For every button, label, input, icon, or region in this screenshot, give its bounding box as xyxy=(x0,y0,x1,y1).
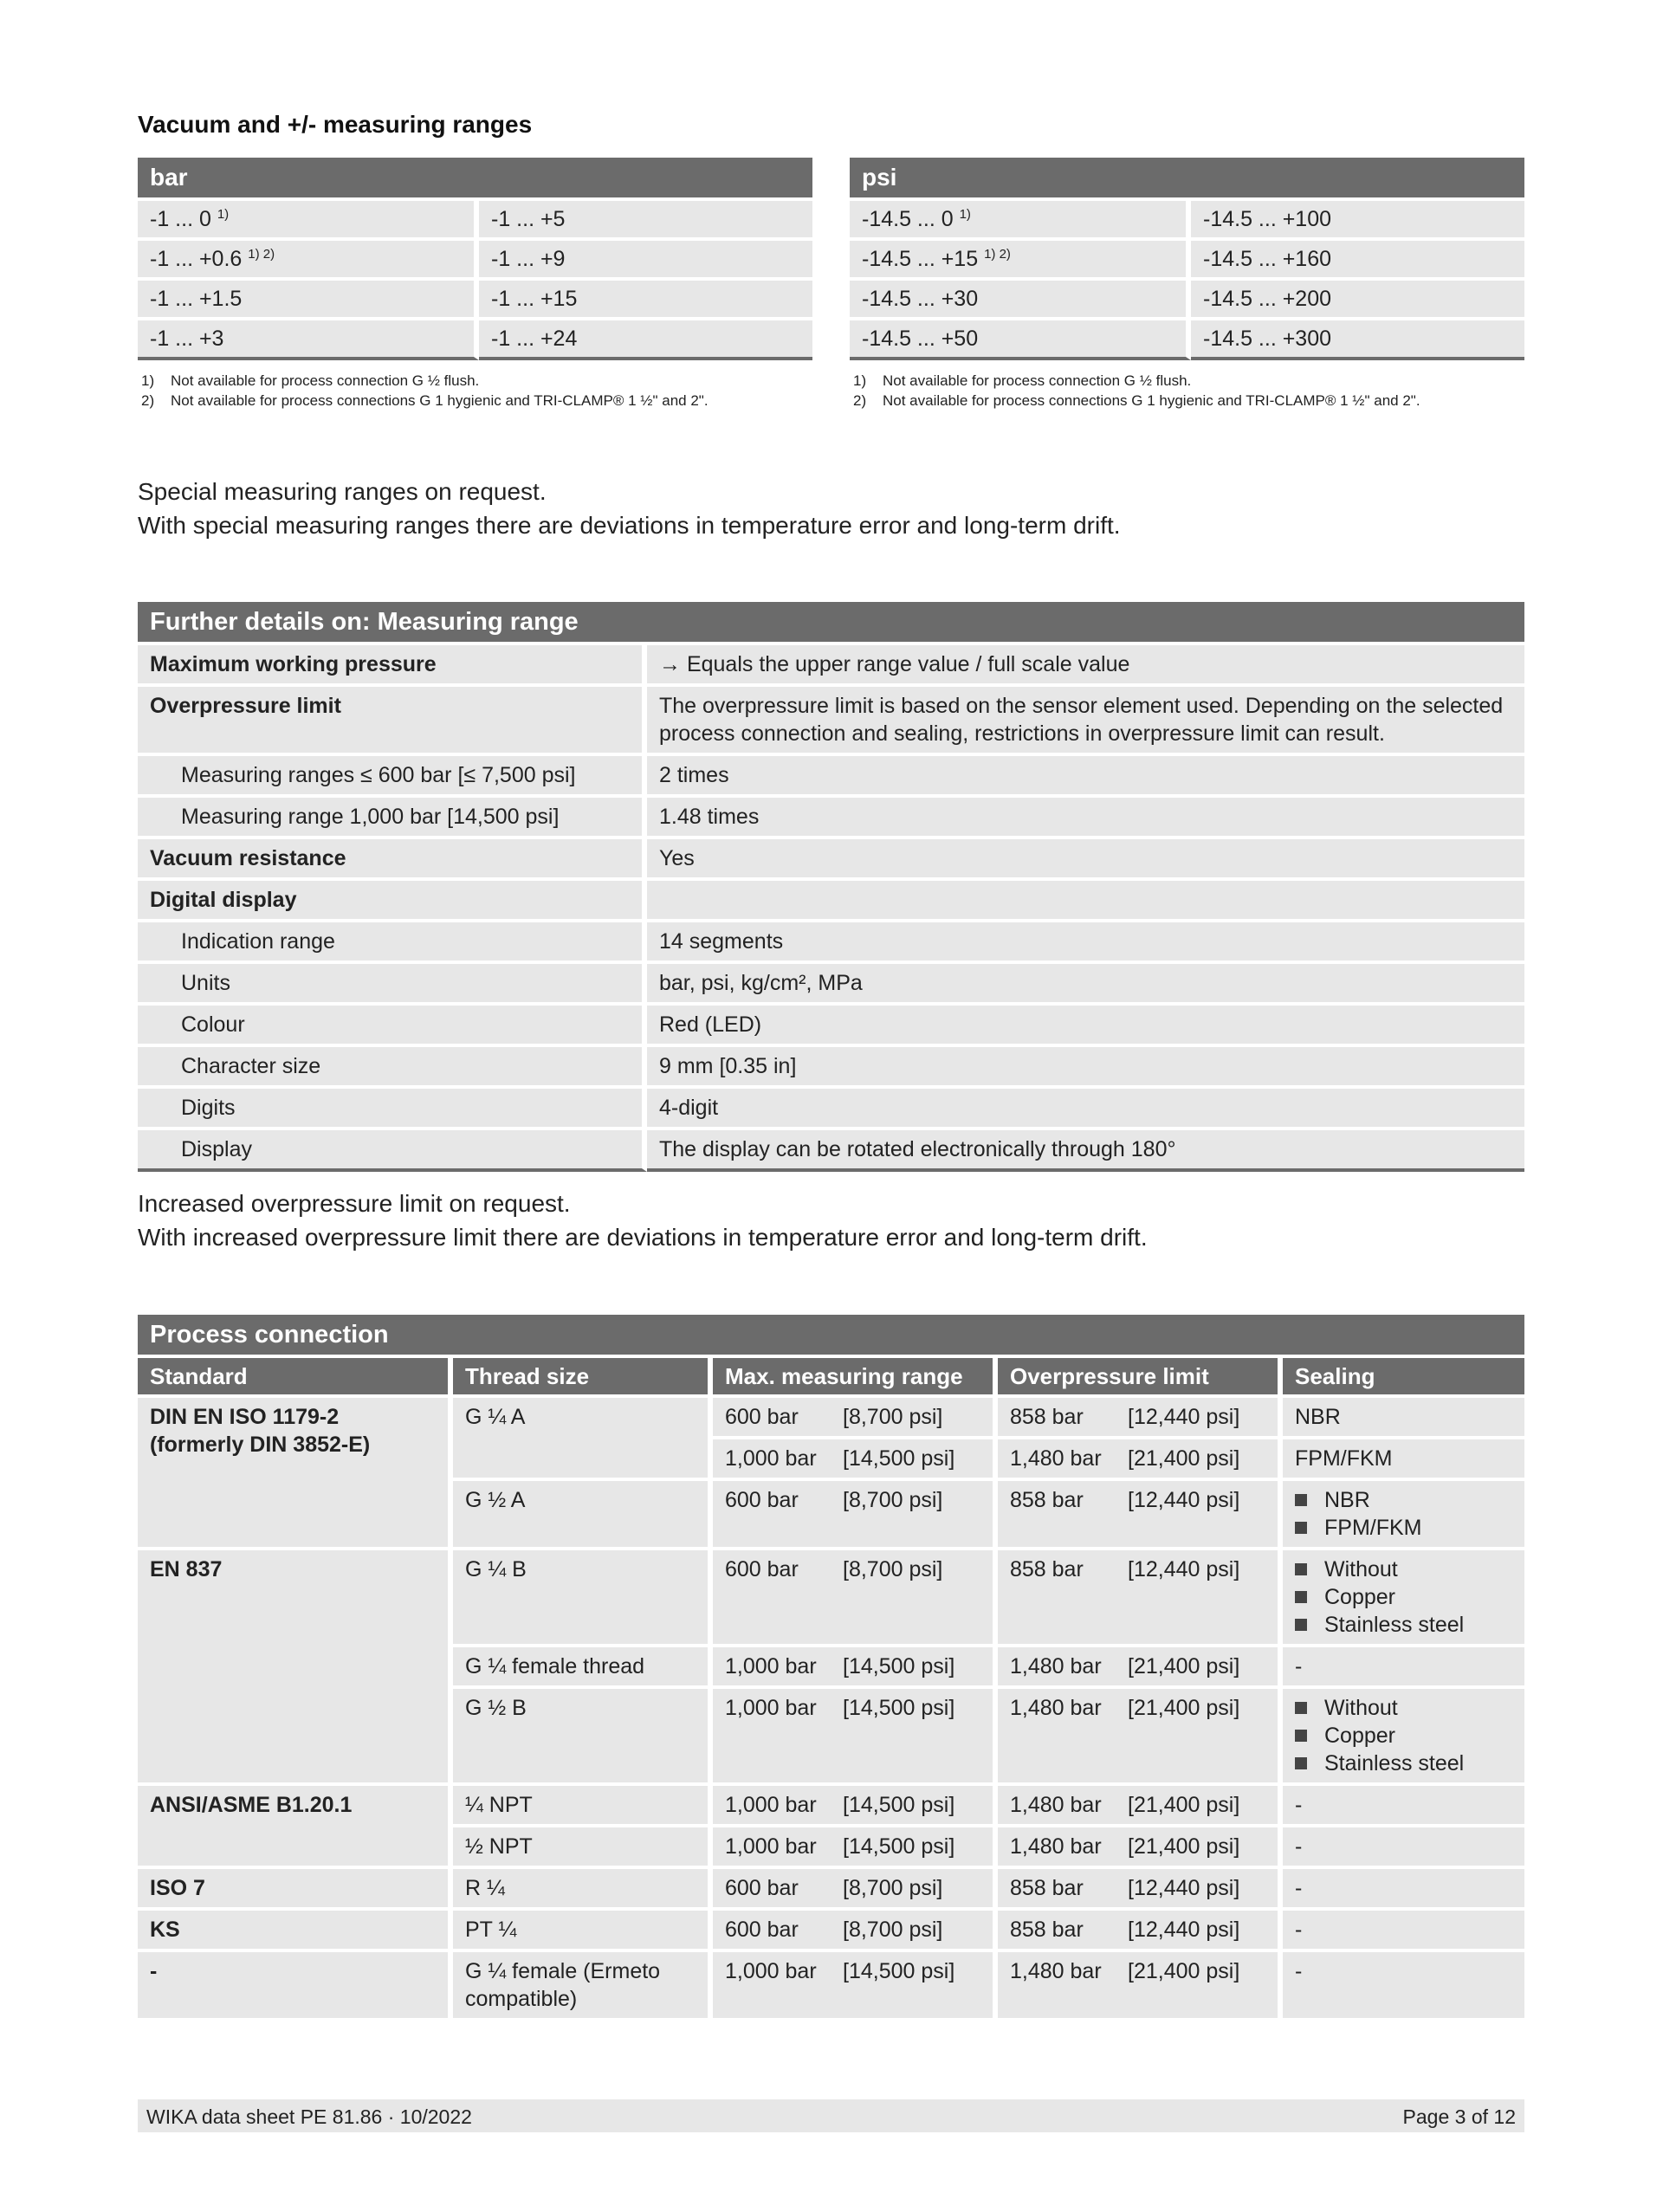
sealing-cell xyxy=(1283,1907,1524,1949)
details-value: 4-digit xyxy=(647,1085,1524,1127)
value-bar: 1,000 bar xyxy=(725,1793,817,1817)
standard-cell: ISO 7 xyxy=(138,1866,453,1907)
details-key: Indication range xyxy=(138,919,647,960)
value-psi: [14,500 psi] xyxy=(843,1959,955,1983)
sealing-item xyxy=(1295,1791,1512,1819)
psi-table-header: psi xyxy=(850,158,1524,197)
details-row xyxy=(138,877,1524,919)
sealing-cell xyxy=(1283,1685,1524,1782)
details-value: 9 mm [0.35 in] xyxy=(647,1044,1524,1085)
max-range-cell xyxy=(713,1478,998,1547)
column-header: Standard xyxy=(138,1355,453,1394)
range-row xyxy=(138,317,812,360)
max-range-cell xyxy=(713,1949,998,2018)
column-header: Thread size xyxy=(453,1355,713,1394)
details-key: Maximum working pressure xyxy=(138,642,647,683)
footnote-number: 1) xyxy=(853,372,867,389)
range-value: -1 ... +3 xyxy=(138,317,479,360)
page-footer xyxy=(138,2099,1524,2132)
details-row xyxy=(138,919,1524,960)
value-psi: [12,440 psi] xyxy=(1128,1405,1240,1429)
square-bullet-icon xyxy=(1295,1730,1307,1742)
overpressure-cell xyxy=(998,1436,1283,1478)
standard-cell: - xyxy=(138,1949,453,2018)
range-row xyxy=(850,317,1524,360)
sealing-item xyxy=(1295,1874,1512,1902)
square-bullet-icon xyxy=(1295,1757,1307,1769)
details-key: Vacuum resistance xyxy=(138,836,647,877)
thread-size-cell: G ¼ B xyxy=(453,1547,713,1644)
overpressure-cell xyxy=(998,1394,1283,1436)
sealing-item xyxy=(1295,1694,1512,1722)
thread-size-cell: R ¼ xyxy=(453,1866,713,1907)
max-range-cell xyxy=(713,1547,998,1644)
range-value: -14.5 ... +200 xyxy=(1191,277,1524,317)
details-row xyxy=(138,1044,1524,1085)
value-psi: [8,700 psi] xyxy=(843,1405,943,1429)
thread-size-cell: G ¼ A xyxy=(453,1394,713,1478)
value-psi: [21,400 psi] xyxy=(1128,1446,1240,1471)
overpressure-cell xyxy=(998,1824,1283,1866)
range-row xyxy=(850,277,1524,317)
value-bar: 1,000 bar xyxy=(725,1834,817,1859)
details-key: Units xyxy=(138,960,647,1002)
details-row xyxy=(138,642,1524,683)
sealing-text: - xyxy=(1295,1834,1303,1859)
max-range-cell xyxy=(713,1782,998,1824)
max-range-cell xyxy=(713,1436,998,1478)
sealing-item xyxy=(1295,1957,1512,1985)
sealing-text: FPM/FKM xyxy=(1295,1446,1393,1471)
square-bullet-icon xyxy=(1295,1702,1307,1714)
value-bar: 858 bar xyxy=(1010,1488,1084,1512)
value-psi: [8,700 psi] xyxy=(843,1876,943,1900)
max-range-cell xyxy=(713,1394,998,1436)
max-range-cell xyxy=(713,1907,998,1949)
details-value: 2 times xyxy=(647,753,1524,794)
sealing-text: - xyxy=(1295,1654,1303,1678)
footnote xyxy=(853,371,1420,391)
sealing-item xyxy=(1295,1583,1512,1611)
details-key: Overpressure limit xyxy=(138,683,647,753)
bar-range-table xyxy=(138,158,812,360)
sealing-text: Copper xyxy=(1324,1724,1395,1748)
max-range-cell xyxy=(713,1685,998,1782)
value-psi: [8,700 psi] xyxy=(843,1557,943,1581)
note-line: With increased overpressure limit there are deviations in temperature error and long-term drift. xyxy=(138,1224,1148,1251)
details-value: The overpressure limit is based on the sensor element used. Depending on the selected process connection and sealing, restrictions in overpressure limit can result. xyxy=(647,683,1524,753)
range-row xyxy=(138,197,812,237)
square-bullet-icon xyxy=(1295,1591,1307,1603)
sealing-item xyxy=(1295,1556,1512,1583)
details-row xyxy=(138,836,1524,877)
process-row xyxy=(138,1782,1524,1824)
value-bar: 600 bar xyxy=(725,1918,799,1942)
value-psi: [12,440 psi] xyxy=(1128,1918,1240,1942)
sealing-cell xyxy=(1283,1644,1524,1685)
footnote-text: Not available for process connection G ½ flush. xyxy=(883,372,1192,389)
overpressure-cell xyxy=(998,1644,1283,1685)
value-psi: [8,700 psi] xyxy=(843,1488,943,1512)
footnote-text: Not available for process connections G 1 hygienic and TRI-CLAMP® 1 ½" and 2". xyxy=(171,392,709,409)
bar-footnotes xyxy=(141,371,709,411)
range-value: -1 ... +5 xyxy=(479,197,812,237)
value-bar: 858 bar xyxy=(1010,1876,1084,1900)
sealing-text: NBR xyxy=(1295,1405,1341,1429)
overpressure-cell xyxy=(998,1547,1283,1644)
footnote-text: Not available for process connections G 1 hygienic and TRI-CLAMP® 1 ½" and 2". xyxy=(883,392,1420,409)
range-value: -14.5 ... +50 xyxy=(850,317,1191,360)
standard-cell: KS xyxy=(138,1907,453,1949)
details-value: Red (LED) xyxy=(647,1002,1524,1044)
square-bullet-icon xyxy=(1295,1563,1307,1575)
range-value: -14.5 ... +30 xyxy=(850,277,1191,317)
details-value: Yes xyxy=(647,836,1524,877)
sealing-item xyxy=(1295,1833,1512,1860)
range-value: -14.5 ... 0 $^{1)}$ xyxy=(850,197,1191,237)
details-key: Colour xyxy=(138,1002,647,1044)
process-row xyxy=(138,1866,1524,1907)
footnote-ref: 1) 2) xyxy=(984,246,1011,262)
range-row xyxy=(138,237,812,277)
value-bar: 600 bar xyxy=(725,1876,799,1900)
process-row xyxy=(138,1949,1524,2018)
details-key: Character size xyxy=(138,1044,647,1085)
value-psi: [21,400 psi] xyxy=(1128,1793,1240,1817)
footnote xyxy=(853,391,1420,411)
details-table-title: Further details on: Measuring range xyxy=(138,602,1524,642)
sealing-item xyxy=(1295,1916,1512,1944)
overpressure-cell xyxy=(998,1685,1283,1782)
thread-size-cell: G ¼ female thread xyxy=(453,1644,713,1685)
sealing-item xyxy=(1295,1653,1512,1680)
sealing-text: FPM/FKM xyxy=(1324,1516,1422,1540)
value-bar: 1,000 bar xyxy=(725,1696,817,1720)
sealing-item xyxy=(1295,1403,1512,1431)
value-psi: [14,500 psi] xyxy=(843,1446,955,1471)
overpressure-note xyxy=(138,1187,1148,1254)
value-bar: 600 bar xyxy=(725,1557,799,1581)
range-value: -1 ... +15 xyxy=(479,277,812,317)
max-range-cell xyxy=(713,1866,998,1907)
value-psi: [21,400 psi] xyxy=(1128,1654,1240,1678)
range-value: -1 ... +9 xyxy=(479,237,812,277)
sealing-item xyxy=(1295,1445,1512,1472)
details-key: Digits xyxy=(138,1085,647,1127)
value-bar: 858 bar xyxy=(1010,1918,1084,1942)
value-psi: [12,440 psi] xyxy=(1128,1876,1240,1900)
square-bullet-icon xyxy=(1295,1522,1307,1534)
section-title: Vacuum and +/- measuring ranges xyxy=(138,111,533,138)
details-value: 1.48 times xyxy=(647,794,1524,836)
footnote-text: Not available for process connection G ½ flush. xyxy=(171,372,480,389)
details-value: 14 segments xyxy=(647,919,1524,960)
footnote xyxy=(141,391,709,411)
details-key: Measuring ranges ≤ 600 bar [≤ 7,500 psi] xyxy=(138,753,647,794)
overpressure-cell xyxy=(998,1866,1283,1907)
sealing-text: - xyxy=(1295,1959,1303,1983)
thread-size-cell: ¼ NPT xyxy=(453,1782,713,1824)
value-bar: 1,000 bar xyxy=(725,1446,817,1471)
range-row xyxy=(138,277,812,317)
column-header: Max. measuring range xyxy=(713,1355,998,1394)
sealing-item xyxy=(1295,1514,1512,1542)
sealing-cell xyxy=(1283,1866,1524,1907)
value-psi: [14,500 psi] xyxy=(843,1654,955,1678)
value-psi: [14,500 psi] xyxy=(843,1793,955,1817)
process-row xyxy=(138,1907,1524,1949)
range-value: -14.5 ... +160 xyxy=(1191,237,1524,277)
overpressure-cell xyxy=(998,1782,1283,1824)
details-table xyxy=(138,602,1524,1172)
details-row xyxy=(138,1002,1524,1044)
value-bar: 1,480 bar xyxy=(1010,1696,1102,1720)
sealing-text: Stainless steel xyxy=(1324,1613,1465,1637)
range-value: -14.5 ... +300 xyxy=(1191,317,1524,360)
range-value: -1 ... 0 $^{1)}$ xyxy=(138,197,479,237)
range-value: -1 ... +0.6 $^{1) 2)}$ xyxy=(138,237,479,277)
value-bar: 1,480 bar xyxy=(1010,1446,1102,1471)
max-range-cell xyxy=(713,1644,998,1685)
details-value: The display can be rotated electronically through 180° xyxy=(647,1127,1524,1172)
value-psi: [21,400 psi] xyxy=(1128,1696,1240,1720)
note-line: With special measuring ranges there are deviations in temperature error and long-term drift. xyxy=(138,512,1121,539)
sealing-cell xyxy=(1283,1949,1524,2018)
footer-doc-id: WIKA data sheet PE 81.86 · 10/2022 xyxy=(146,2105,472,2128)
value-bar: 858 bar xyxy=(1010,1557,1084,1581)
square-bullet-icon xyxy=(1295,1619,1307,1631)
value-bar: 600 bar xyxy=(725,1405,799,1429)
details-row xyxy=(138,960,1524,1002)
psi-range-table xyxy=(850,158,1524,360)
details-key: Display xyxy=(138,1127,647,1172)
sealing-text: - xyxy=(1295,1918,1303,1942)
footnote xyxy=(141,371,709,391)
footnote-ref: 1) xyxy=(217,206,230,222)
value-bar: 600 bar xyxy=(725,1488,799,1512)
details-value: bar, psi, kg/cm², MPa xyxy=(647,960,1524,1002)
range-value: -14.5 ... +15 $^{1) 2)}$ xyxy=(850,237,1191,277)
value-psi: [12,440 psi] xyxy=(1128,1488,1240,1512)
value-bar: 1,480 bar xyxy=(1010,1654,1102,1678)
value-psi: [14,500 psi] xyxy=(843,1696,955,1720)
sealing-text: NBR xyxy=(1324,1488,1370,1512)
sealing-text: Without xyxy=(1324,1557,1398,1581)
special-ranges-note xyxy=(138,475,1121,542)
max-range-cell xyxy=(713,1824,998,1866)
thread-size-cell: PT ¼ xyxy=(453,1907,713,1949)
value-psi: [21,400 psi] xyxy=(1128,1959,1240,1983)
process-table-title: Process connection xyxy=(138,1315,1524,1355)
range-row xyxy=(850,197,1524,237)
thread-size-cell: G ¼ female (Ermeto compatible) xyxy=(453,1949,713,2018)
details-value xyxy=(647,877,1524,919)
details-row xyxy=(138,1085,1524,1127)
footnote-number: 2) xyxy=(853,392,867,409)
process-row xyxy=(138,1394,1524,1436)
details-row xyxy=(138,794,1524,836)
process-connection-table xyxy=(138,1315,1524,2018)
sealing-item xyxy=(1295,1611,1512,1639)
overpressure-cell xyxy=(998,1478,1283,1547)
overpressure-cell xyxy=(998,1949,1283,2018)
details-key: Measuring range 1,000 bar [14,500 psi] xyxy=(138,794,647,836)
process-row xyxy=(138,1547,1524,1644)
value-psi: [14,500 psi] xyxy=(843,1834,955,1859)
note-line: Increased overpressure limit on request. xyxy=(138,1190,571,1217)
sealing-item xyxy=(1295,1722,1512,1750)
range-value: -1 ... +1.5 xyxy=(138,277,479,317)
value-bar: 1,000 bar xyxy=(725,1959,817,1983)
details-row xyxy=(138,753,1524,794)
standard-cell: EN 837 xyxy=(138,1547,453,1782)
sealing-cell xyxy=(1283,1547,1524,1644)
sealing-text: - xyxy=(1295,1876,1303,1900)
value-bar: 1,480 bar xyxy=(1010,1834,1102,1859)
value-psi: [21,400 psi] xyxy=(1128,1834,1240,1859)
overpressure-cell xyxy=(998,1907,1283,1949)
footnote-number: 1) xyxy=(141,372,155,389)
column-header: Sealing xyxy=(1283,1355,1524,1394)
sealing-text: Without xyxy=(1324,1696,1398,1720)
sealing-item xyxy=(1295,1750,1512,1777)
standard-cell: ANSI/ASME B1.20.1 xyxy=(138,1782,453,1866)
value-bar: 1,000 bar xyxy=(725,1654,817,1678)
range-value: -14.5 ... +100 xyxy=(1191,197,1524,237)
value-psi: [12,440 psi] xyxy=(1128,1557,1240,1581)
sealing-text: Copper xyxy=(1324,1585,1395,1609)
range-value: -1 ... +24 xyxy=(479,317,812,360)
sealing-text: - xyxy=(1295,1793,1303,1817)
value-bar: 858 bar xyxy=(1010,1405,1084,1429)
footnote-ref: 1) 2) xyxy=(248,246,275,262)
thread-size-cell: ½ NPT xyxy=(453,1824,713,1866)
footnote-ref: 1) xyxy=(959,206,971,222)
sealing-cell xyxy=(1283,1824,1524,1866)
value-psi: [8,700 psi] xyxy=(843,1918,943,1942)
standard-cell: DIN EN ISO 1179-2 (formerly DIN 3852-E) xyxy=(138,1394,453,1547)
sealing-cell xyxy=(1283,1782,1524,1824)
value-bar: 1,480 bar xyxy=(1010,1793,1102,1817)
sealing-cell xyxy=(1283,1394,1524,1436)
column-header: Overpressure limit xyxy=(998,1355,1283,1394)
bar-table-header: bar xyxy=(138,158,812,197)
square-bullet-icon xyxy=(1295,1494,1307,1506)
sealing-cell xyxy=(1283,1478,1524,1547)
details-key: Digital display xyxy=(138,877,647,919)
note-line: Special measuring ranges on request. xyxy=(138,478,547,505)
psi-footnotes xyxy=(853,371,1420,411)
footnote-number: 2) xyxy=(141,392,155,409)
footer-page-number: Page 3 of 12 xyxy=(1402,2105,1516,2128)
details-row xyxy=(138,683,1524,753)
sealing-item xyxy=(1295,1486,1512,1514)
thread-size-cell: G ½ B xyxy=(453,1685,713,1782)
sealing-cell xyxy=(1283,1436,1524,1478)
thread-size-cell: G ½ A xyxy=(453,1478,713,1547)
details-row xyxy=(138,1127,1524,1172)
value-bar: 1,480 bar xyxy=(1010,1959,1102,1983)
details-value: → Equals the upper range value / full scale value xyxy=(647,642,1524,683)
sealing-text: Stainless steel xyxy=(1324,1751,1465,1775)
range-row xyxy=(850,237,1524,277)
